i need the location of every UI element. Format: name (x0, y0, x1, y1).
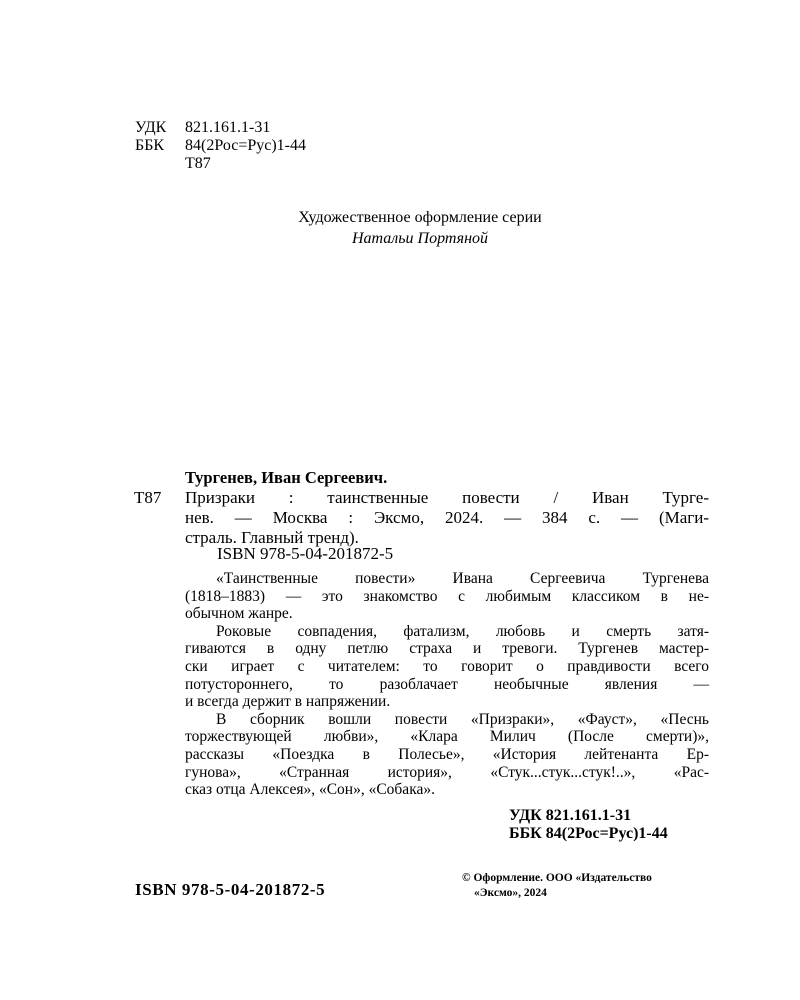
bottom-classification-codes (509, 807, 668, 843)
annotation-line: сказ отца Алексея», «Сон», «Собака». (185, 781, 435, 799)
annotation-line: (1818–1883) — это знакомство с любимым классиком в не- (185, 587, 709, 605)
classification-codes (135, 119, 306, 173)
bottom-bbk: ББК 84(2Рос=Рус)1-44 (509, 825, 668, 842)
design-credit-line: Художественное оформление серии (298, 209, 542, 226)
title-line: нев. — Москва : Эксмо, 2024. — 384 с. — (Маги- (185, 508, 709, 527)
title-line: Призраки : таинственные повести / Иван Турге- (185, 488, 709, 507)
copyright-line: «Эксмо», 2024 (474, 887, 547, 899)
annotation-line: Роковые совпадения, фатализм, любовь и смерть затя- (216, 622, 709, 640)
bbk-label: ББК (135, 137, 165, 154)
author-sign-row (135, 155, 306, 173)
annotation-line: торжествующей любви», «Клара Милич (После смерти)», (185, 728, 709, 746)
author-heading: Тургенев, Иван Сергеевич. (185, 468, 388, 487)
annotation-line: гунова», «Странная история», «Стук...стук...стук!..», «Рас- (185, 763, 709, 781)
design-credit (0, 207, 800, 249)
annotation (185, 570, 709, 799)
bibliographic-title (185, 488, 709, 548)
bottom-isbn: ISBN 978-5-04-201872-5 (135, 880, 326, 899)
bottom-udk: УДК 821.161.1-31 (509, 807, 632, 824)
annotation-line: потустороннего, то разоблачает необычные явления — (185, 675, 709, 693)
copyright-line: © Оформление. ООО «Издательство (462, 872, 652, 884)
udk-label: УДК (135, 119, 167, 136)
record-isbn: ISBN 978-5-04-201872-5 (217, 544, 394, 563)
bbk-value: 84(2Рос=Рус)1-44 (185, 137, 307, 154)
annotation-line: рассказы «Поездка в Полесье», «История лейтенанта Ер- (185, 745, 709, 763)
copyright-notice (462, 871, 652, 901)
udk-row (135, 119, 306, 137)
record-author-sign: Т87 (134, 488, 162, 507)
annotation-line: «Таинственные повести» Ивана Сергеевича Тургенева (216, 570, 709, 587)
title-line: страль. Главный тренд). (185, 528, 359, 547)
annotation-line: обычном жанре. (185, 605, 293, 623)
annotation-line: гиваются в одну петлю страха и тревоги. Тургенев мастер- (185, 640, 709, 658)
udk-value: 821.161.1-31 (185, 119, 271, 136)
annotation-line: и всегда держит в напряжении. (185, 693, 391, 711)
bbk-row (135, 137, 306, 155)
author-sign: Т87 (185, 155, 211, 172)
designer-name: Натальи Портяной (351, 230, 489, 247)
annotation-line: ски играет с читателем: то говорит о правдивости всего (185, 657, 709, 675)
annotation-line: В сборник вошли повести «Призраки», «Фауст», «Песнь (216, 710, 709, 728)
